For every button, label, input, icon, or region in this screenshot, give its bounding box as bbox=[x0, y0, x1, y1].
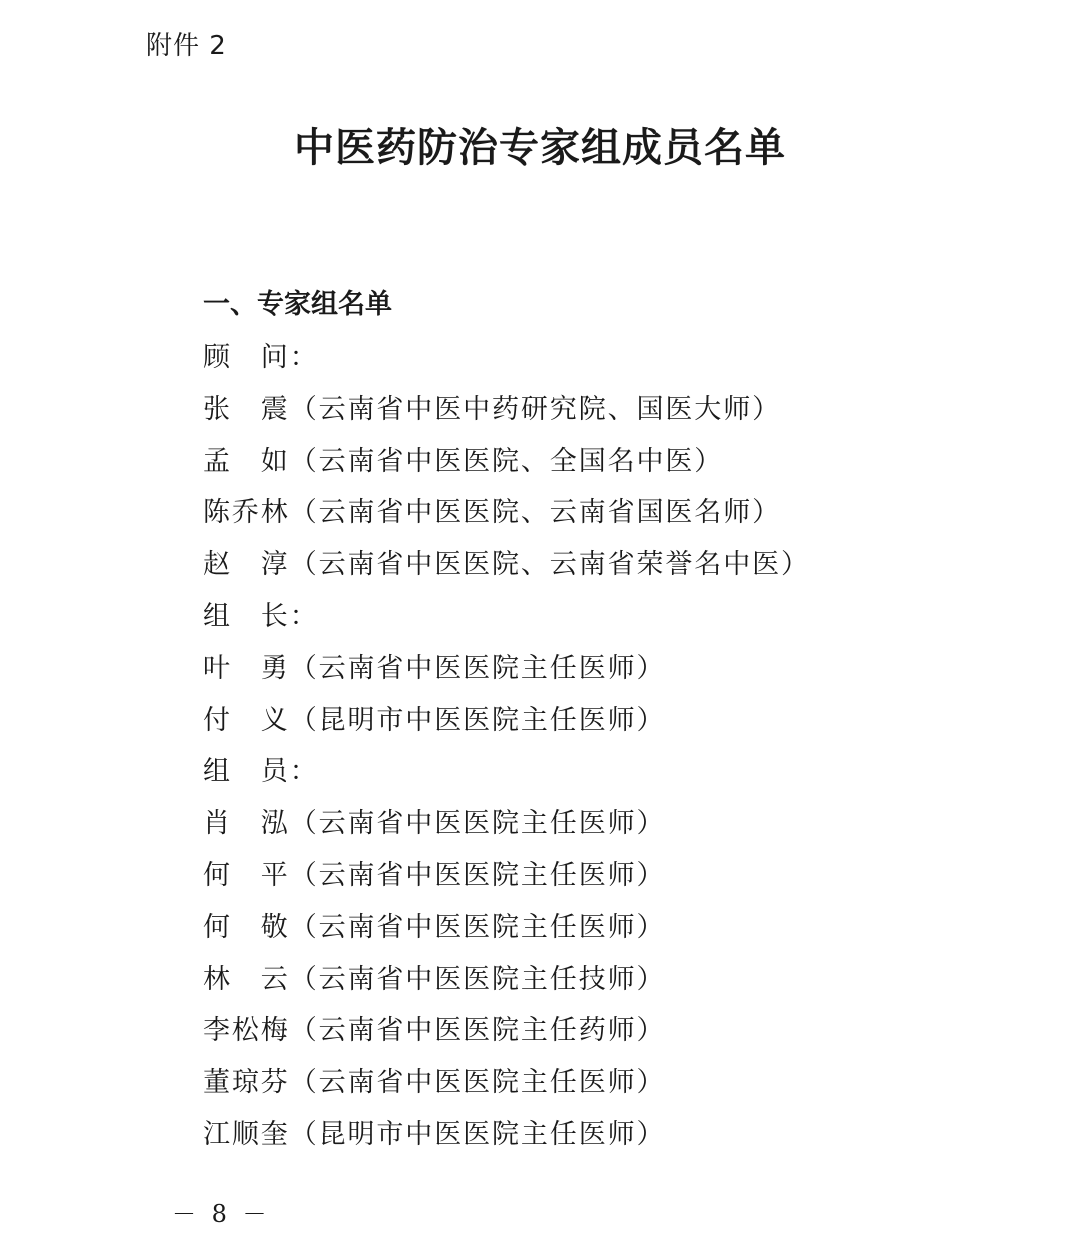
attachment-label: 附件 2 bbox=[146, 31, 227, 61]
list-item: 张 震（云南省中医中药研究院、国医大师） bbox=[203, 393, 781, 425]
list-item: 顾 问： bbox=[203, 342, 319, 373]
page-number: － 8 － bbox=[172, 1200, 271, 1228]
list-item: 董琼芬（云南省中医医院主任医师） bbox=[203, 1067, 666, 1099]
list-item: 陈乔林（云南省中医医院、云南省国医名师） bbox=[203, 497, 781, 529]
section-heading: 一、专家组名单 bbox=[203, 289, 392, 320]
expert-list bbox=[203, 338, 810, 1167]
list-item: 李松梅（云南省中医医院主任药师） bbox=[203, 1015, 666, 1047]
list-item: 付 义（昆明市中医医院主任医师） bbox=[203, 704, 666, 736]
list-item: 江顺奎（昆明市中医医院主任医师） bbox=[203, 1118, 666, 1150]
document-title: 中医药防治专家组成员名单 bbox=[294, 125, 786, 171]
list-item: 组 员： bbox=[203, 756, 319, 788]
list-item: 组 长： bbox=[203, 600, 319, 632]
list-item: 何 平（云南省中医医院主任医师） bbox=[203, 859, 666, 891]
list-item: 孟 如（云南省中医医院、全国名中医） bbox=[203, 445, 724, 477]
list-item: 何 敬（云南省中医医院主任医师） bbox=[203, 911, 666, 943]
list-item: 肖 泓（云南省中医医院主任医师） bbox=[203, 808, 666, 840]
list-item: 林 云（云南省中医医院主任技师） bbox=[203, 963, 666, 995]
list-item: 赵 淳（云南省中医医院、云南省荣誉名中医） bbox=[203, 549, 810, 581]
list-item: 叶 勇（云南省中医医院主任医师） bbox=[203, 652, 666, 684]
